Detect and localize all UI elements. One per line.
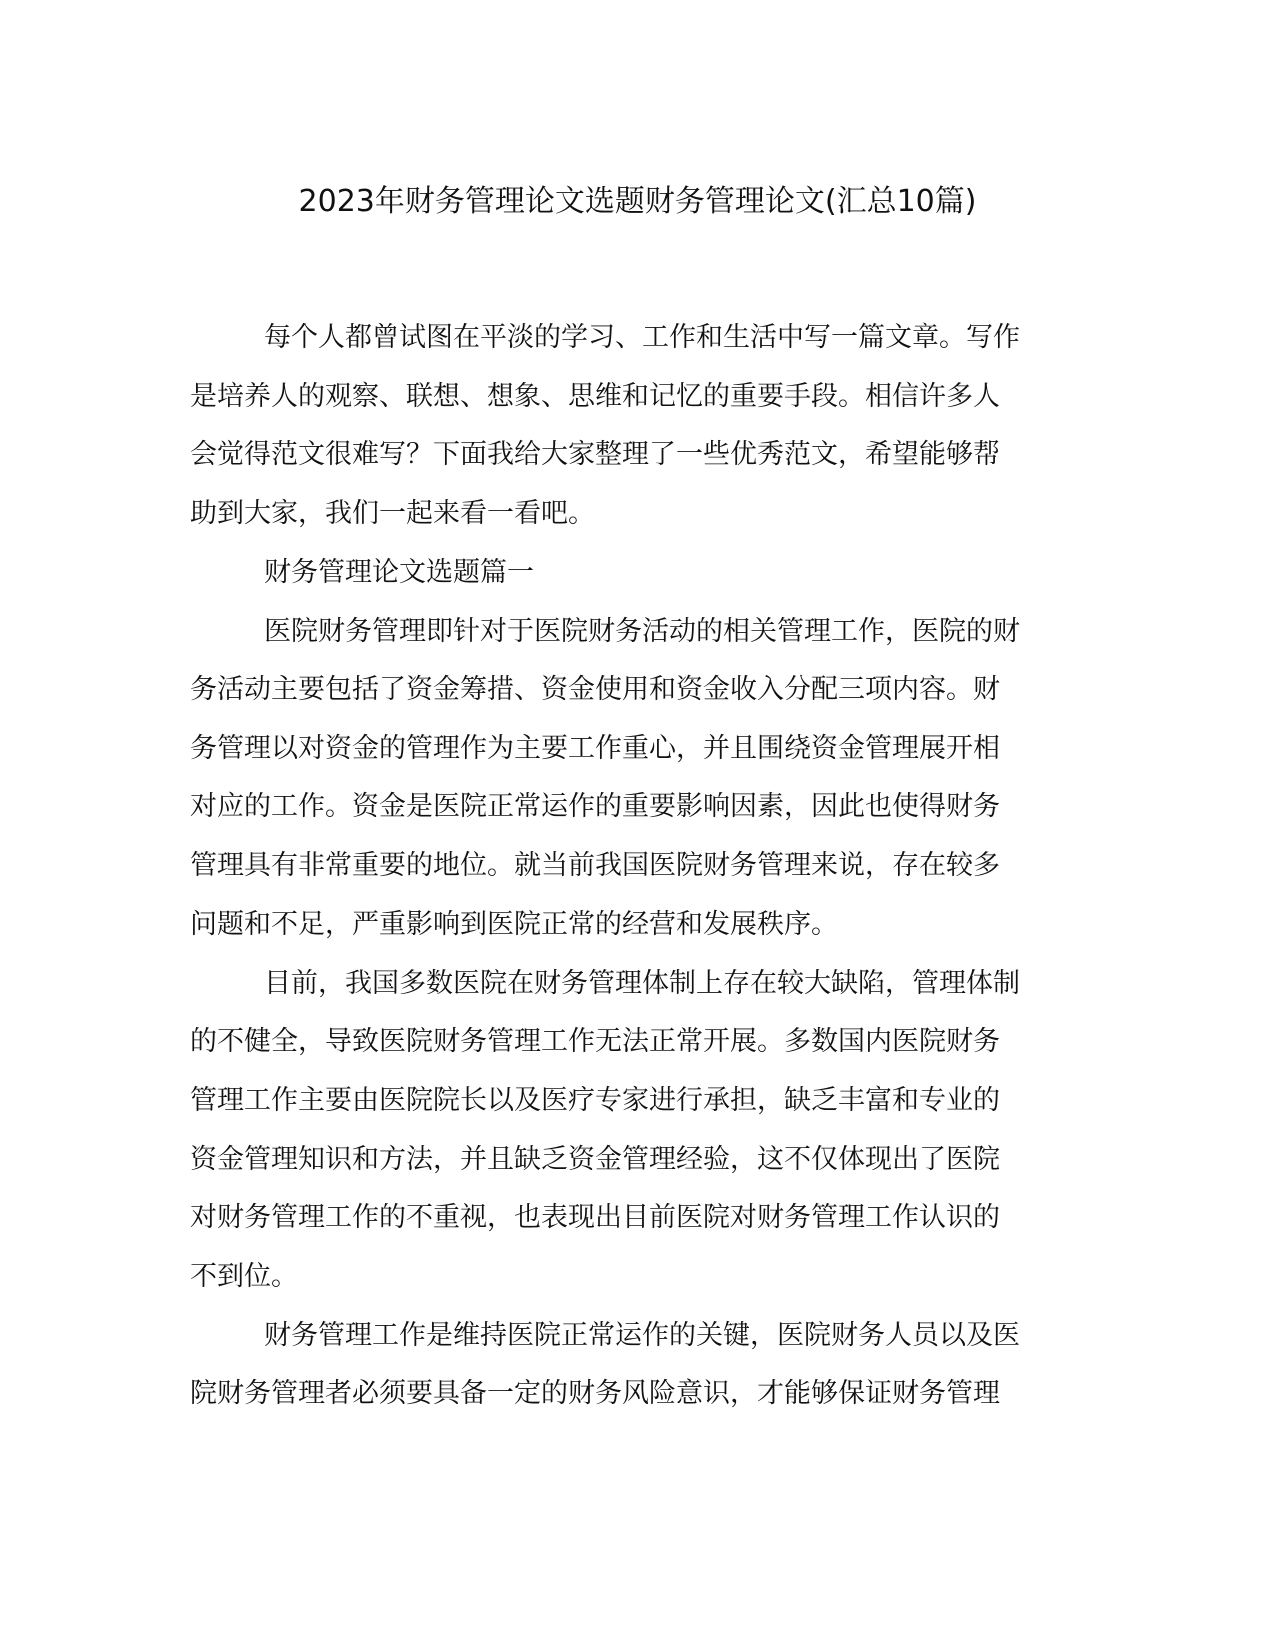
paragraph-line: 会觉得范文很难写？下面我给大家整理了一些优秀范文，希望能够帮	[190, 439, 1000, 470]
paragraph-line: 务管理以对资金的管理作为主要工作重心，并且围绕资金管理展开相	[190, 733, 1000, 764]
paragraph-line: 每个人都曾试图在平淡的学习、工作和生活中写一篇文章。写作	[264, 322, 1020, 353]
document-title: 2023年财务管理论文选题财务管理论文(汇总10篇)	[298, 184, 977, 219]
paragraph-line: 务活动主要包括了资金筹措、资金使用和资金收入分配三项内容。财	[190, 674, 1000, 705]
paragraph-line: 是培养人的观察、联想、想象、思维和记忆的重要手段。相信许多人	[190, 381, 1000, 412]
paragraph-line: 助到大家，我们一起来看一看吧。	[190, 498, 595, 529]
paragraph-line: 管理工作主要由医院院长以及医疗专家进行承担，缺乏丰富和专业的	[190, 1085, 1000, 1116]
paragraph-line: 资金管理知识和方法，并且缺乏资金管理经验，这不仅体现出了医院	[190, 1144, 1000, 1175]
paragraph-line: 财务管理工作是维持医院正常运作的关键，医院财务人员以及医	[264, 1320, 1020, 1351]
paragraph-line: 的不健全，导致医院财务管理工作无法正常开展。多数国内医院财务	[190, 1026, 1000, 1057]
paragraph-line: 问题和不足，严重影响到医院正常的经营和发展秩序。	[190, 909, 838, 940]
paragraph-line: 不到位。	[190, 1261, 298, 1292]
paragraph-line: 管理具有非常重要的地位。就当前我国医院财务管理来说，存在较多	[190, 850, 1000, 881]
section-heading: 财务管理论文选题篇一	[264, 557, 534, 588]
paragraph-line: 对财务管理工作的不重视，也表现出目前医院对财务管理工作认识的	[190, 1202, 1000, 1233]
paragraph-line: 医院财务管理即针对于医院财务活动的相关管理工作，医院的财	[264, 616, 1020, 647]
paragraph-line: 对应的工作。资金是医院正常运作的重要影响因素，因此也使得财务	[190, 791, 1000, 822]
paragraph-line: 院财务管理者必须要具备一定的财务风险意识，才能够保证财务管理	[190, 1378, 1000, 1409]
paragraph-line: 目前，我国多数医院在财务管理体制上存在较大缺陷，管理体制	[264, 968, 1020, 999]
